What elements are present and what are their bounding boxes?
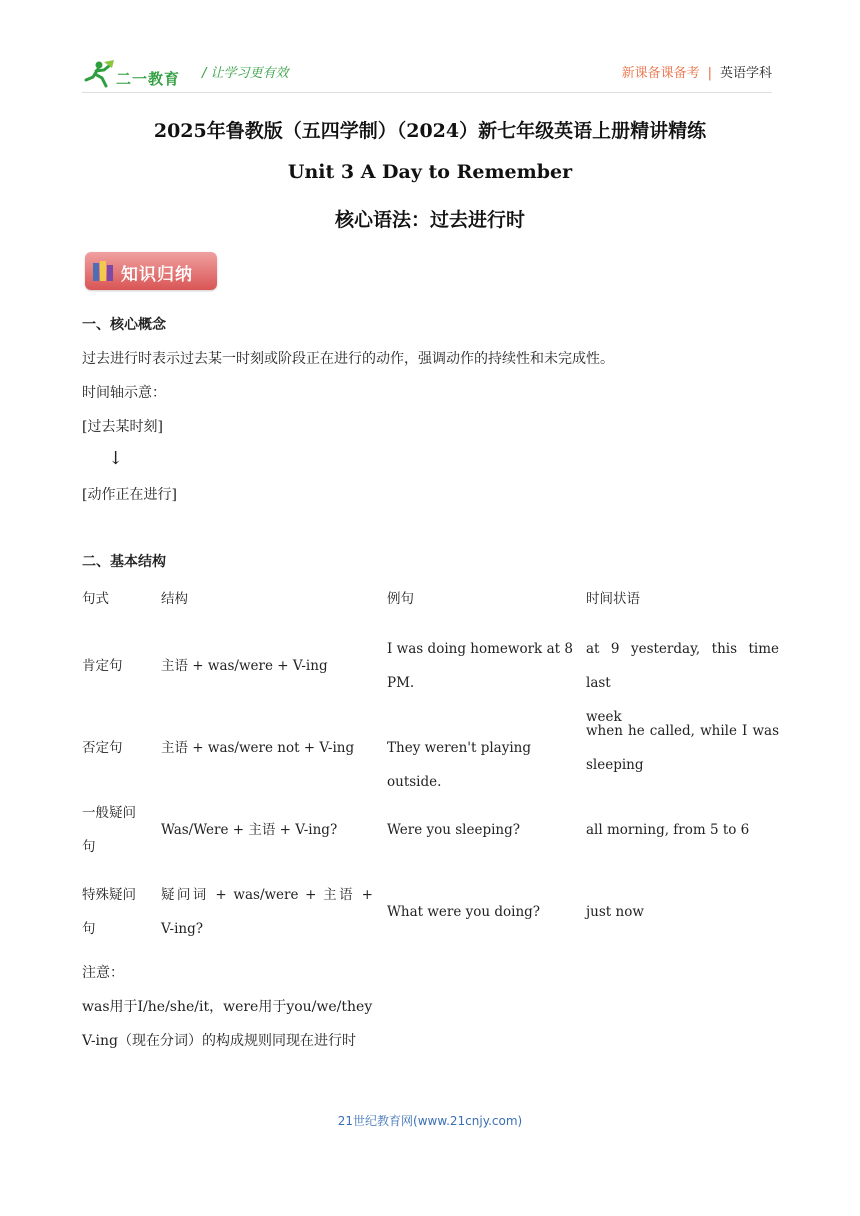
page-header <box>82 52 772 92</box>
table-cell-time <box>586 895 779 929</box>
runner-logo-icon <box>82 60 116 88</box>
column-header: 例句 <box>387 591 414 607</box>
cell-line: all morning, from 5 to 6 <box>586 822 750 838</box>
table-cell-example <box>387 813 573 847</box>
document-title: 2025年鲁教版（五四学制）（2024）新七年级英语上册精讲精练 <box>153 120 707 142</box>
table-cell-type <box>82 649 152 683</box>
table-cell-example <box>387 895 573 929</box>
column-header: 时间状语 <box>586 591 640 607</box>
timeline-past-point: [过去某时刻] <box>82 419 163 435</box>
timeline-label: 时间轴示意： <box>82 385 166 401</box>
section2-heading: 二、基本结构 <box>82 554 166 570</box>
page-footer: 21世纪教育网(www.21cnjy.com) <box>337 1114 523 1128</box>
definition-text: 过去进行时表示过去某一时刻或阶段正在进行的动作，强调动作的持续性和未完成性。 <box>82 351 614 367</box>
cell-line: 句 <box>82 839 96 855</box>
table-cell-example <box>387 632 573 700</box>
column-header: 结构 <box>161 591 188 607</box>
table-cell-type <box>82 731 152 765</box>
header-right <box>622 62 772 81</box>
cell-line: 主语 + was/were + V-ing <box>161 658 328 674</box>
table-cell-structure <box>161 731 373 765</box>
header-subject-label: 英语学科 <box>719 66 772 81</box>
cell-line: V-ing? <box>161 921 203 937</box>
cell-line: 一般疑问 <box>82 805 136 821</box>
section1-heading: 一、核心概念 <box>82 317 166 333</box>
cell-line: at 9 yesterday, this time last <box>586 641 779 691</box>
logo-text: 二一教育 <box>116 70 181 88</box>
cell-line: sleeping <box>586 757 644 773</box>
cell-line: just now <box>586 904 644 920</box>
cell-line: What were you doing? <box>387 904 541 920</box>
cell-line: They weren't playing outside. <box>387 740 532 790</box>
table-cell-example <box>387 731 573 799</box>
table-cell-type <box>82 878 152 946</box>
cell-line: PM. <box>387 675 415 691</box>
cell-line: Was/Were + 主语 + V-ing? <box>161 822 338 838</box>
cell-line: I was doing homework at 8 <box>387 641 573 657</box>
timeline-action-point: [动作正在进行] <box>82 487 177 503</box>
table-cell-structure <box>161 878 373 946</box>
unit-title: Unit 3 A Day to Remember <box>287 161 573 183</box>
cell-line: 疑问词 + was/were + 主语 + <box>161 887 373 903</box>
logo <box>82 60 192 88</box>
notes-line-1: was用于I/he/she/it，were用于you/we/they <box>82 999 373 1015</box>
cell-line: 句 <box>82 921 96 937</box>
header-course-label: 新课备课备考 <box>621 66 700 81</box>
cell-line: week <box>586 709 622 725</box>
badge-label: 知识归纳 <box>121 265 193 285</box>
table-cell-structure <box>161 813 373 847</box>
notes-label: 注意： <box>82 965 124 981</box>
cell-line: 主语 + was/were not + V-ing <box>161 740 355 756</box>
down-arrow-icon: ↓ <box>108 448 124 469</box>
knowledge-badge <box>85 252 217 290</box>
table-cell-structure <box>161 649 373 683</box>
table-cell-time <box>586 813 779 847</box>
notes-line-2: V-ing（现在分词）的构成规则同现在进行时 <box>82 1033 357 1049</box>
header-divider <box>82 92 772 93</box>
cell-line: 特殊疑问 <box>82 887 136 903</box>
cell-line: when he called, while I was <box>586 723 779 739</box>
header-separator: | <box>707 66 712 81</box>
slogan: / 让学习更有效 <box>202 66 289 81</box>
table-cell-type <box>82 796 152 864</box>
cell-line: Were you sleeping? <box>387 822 520 838</box>
column-header: 句式 <box>82 591 109 607</box>
table-cell-time <box>586 714 779 782</box>
grammar-title: 核心语法：过去进行时 <box>334 209 525 231</box>
cell-line: 肯定句 <box>82 658 123 674</box>
cell-line: 否定句 <box>82 740 123 756</box>
books-icon <box>92 259 114 283</box>
